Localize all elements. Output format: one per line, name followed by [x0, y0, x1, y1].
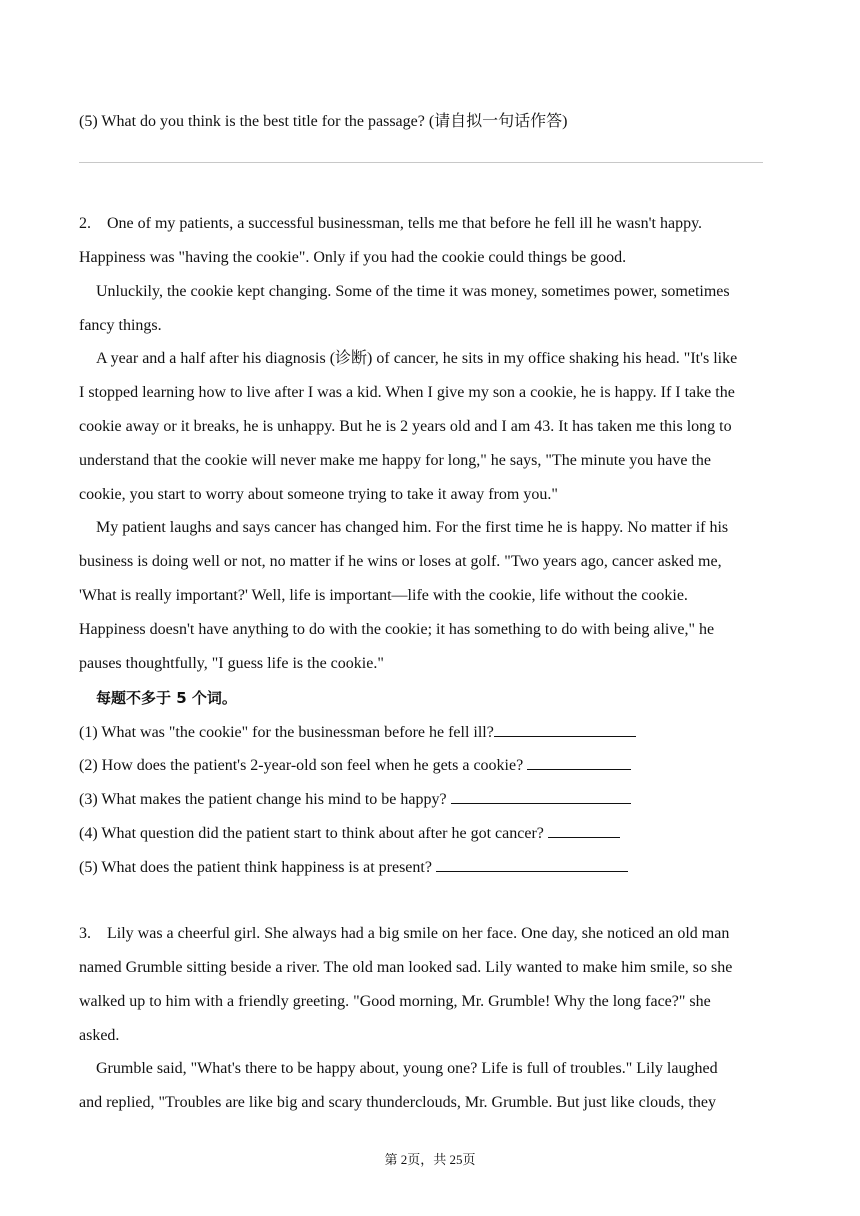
q2-line-7: cookie away or it breaks, he is unhappy. But he is 2 years old and I am 43. It has taken me this long to	[79, 418, 732, 435]
q2-question-5: (5) What does the patient think happiness is at present?	[79, 857, 628, 878]
q2-question-2: (2) How does the patient's 2-year-old son feel when he gets a cookie?	[79, 755, 631, 776]
q2-line-8: understand that the cookie will never make me happy for long," he says, "The minute you have the	[79, 452, 711, 469]
q2-line-4: fancy things.	[79, 317, 162, 334]
q3-line-1: 3. Lily was a cheerful girl. She always had a big smile on her face. One day, she noticed an old man	[79, 925, 730, 942]
q3-line-5: Grumble said, "What's there to be happy about, young one? Life is full of troubles." Lily laughed	[96, 1060, 718, 1077]
q3-line-2: named Grumble sitting beside a river. The old man looked sad. Lily wanted to make him smile, so she	[79, 959, 733, 976]
answer-blank[interactable]	[548, 823, 620, 838]
q2-line-2: Happiness was "having the cookie". Only if you had the cookie could things be good.	[79, 249, 627, 266]
q2-question-1: (1) What was "the cookie" for the businessman before he fell ill?	[79, 722, 636, 743]
q2-line-12: 'What is really important?' Well, life is important—life with the cookie, life without the cookie.	[79, 587, 688, 604]
q2-question-3: (3) What makes the patient change his mind to be happy?	[79, 789, 631, 810]
q1-title-question: (5) What do you think is the best title for the passage? (请自拟一句话作答)	[79, 113, 568, 130]
q3-line-6: and replied, "Troubles are like big and scary thunderclouds, Mr. Grumble. But just like clouds, they	[79, 1094, 716, 1111]
q3-line-4: asked.	[79, 1027, 120, 1044]
answer-blank[interactable]	[494, 722, 636, 737]
answer-blank[interactable]	[436, 857, 628, 872]
answer-blank[interactable]	[451, 789, 631, 804]
q2-line-14: pauses thoughtfully, "I guess life is the cookie."	[79, 655, 384, 672]
q2-line-10: My patient laughs and says cancer has changed him. For the first time he is happy. No matter if his	[96, 519, 729, 536]
q2-line-11: business is doing well or not, no matter if he wins or loses at golf. "Two years ago, cancer asked me,	[79, 553, 722, 570]
q2-line-5: A year and a half after his diagnosis (诊断) of cancer, he sits in my office shaking his head. "It's like	[96, 350, 738, 367]
q3-line-3: walked up to him with a friendly greeting. "Good morning, Mr. Grumble! Why the long face?" she	[79, 993, 711, 1010]
q2-line-1: 2. One of my patients, a successful businessman, tells me that before he fell ill he wasn't happy.	[79, 215, 703, 232]
answer-line	[79, 162, 763, 163]
q2-instruction: 每题不多于 5 个词。	[96, 689, 237, 707]
q2-line-13: Happiness doesn't have anything to do with the cookie; it has something to do with being alive," he	[79, 621, 715, 638]
q2-question-4: (4) What question did the patient start to think about after he got cancer?	[79, 823, 620, 844]
q2-line-9: cookie, you start to worry about someone trying to take it away from you."	[79, 486, 558, 503]
answer-blank[interactable]	[527, 755, 631, 770]
q2-line-3: Unluckily, the cookie kept changing. Some of the time it was money, sometimes power, sometimes	[96, 283, 730, 300]
page-footer: 第 2页，共 25页	[384, 1152, 476, 1167]
q2-line-6: I stopped learning how to live after I was a kid. When I give my son a cookie, he is happy. If I take the	[79, 384, 735, 401]
